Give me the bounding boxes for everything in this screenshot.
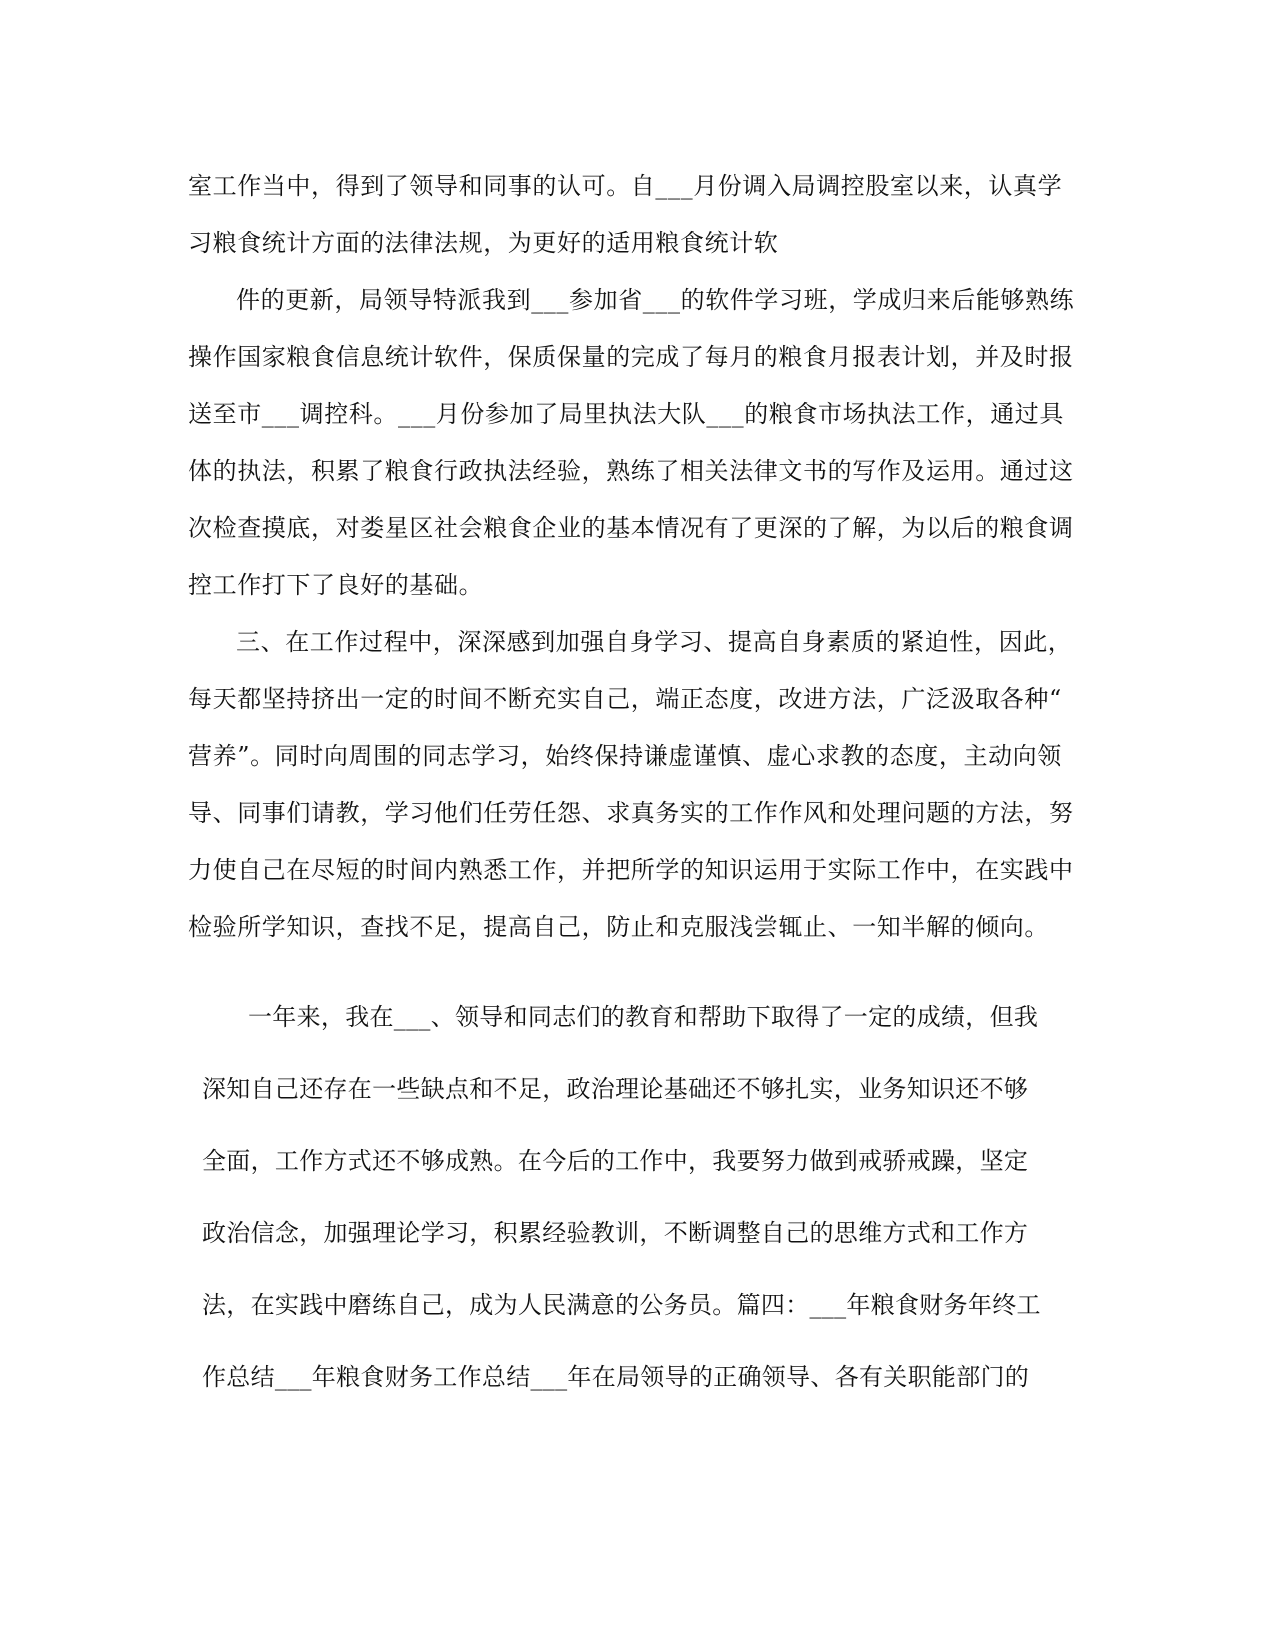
text-line: 控工作打下了良好的基础。 bbox=[188, 571, 484, 599]
text-line: 全面，工作方式还不够成熟。在今后的工作中，我要努力做到戒骄戒躁，坚定 bbox=[202, 1147, 1029, 1175]
text-line: 件的更新，局领导特派我到___参加省___的软件学习班，学成归来后能够熟练 bbox=[236, 286, 1075, 314]
text-line: 导、同事们请教，学习他们任劳任怨、求真务实的工作作风和处理问题的方法，努 bbox=[188, 799, 1074, 827]
text-line: 一年来，我在___、领导和同志们的教育和帮助下取得了一定的成绩，但我 bbox=[248, 1003, 1039, 1031]
text-line: 操作国家粮食信息统计软件，保质保量的完成了每月的粮食月报表计划，并及时报 bbox=[188, 343, 1074, 371]
text-line: 三、在工作过程中，深深感到加强自身学习、提高自身素质的紧迫性，因此， bbox=[236, 628, 1073, 656]
text-line: 政治信念，加强理论学习，积累经验教训，不断调整自己的思维方式和工作方 bbox=[202, 1219, 1029, 1247]
text-line: 体的执法，积累了粮食行政执法经验，熟练了相关法律文书的写作及运用。通过这 bbox=[188, 457, 1074, 485]
text-line: 深知自己还存在一些缺点和不足，政治理论基础还不够扎实，业务知识还不够 bbox=[202, 1075, 1029, 1103]
text-line: 次检查摸底，对娄星区社会粮食企业的基本情况有了更深的了解，为以后的粮食调 bbox=[188, 514, 1074, 542]
text-line: 检验所学知识，查找不足，提高自己，防止和克服浅尝辄止、一知半解的倾向。 bbox=[188, 913, 1049, 941]
text-line: 送至市___调控科。___月份参加了局里执法大队___的粮食市场执法工作，通过具 bbox=[188, 400, 1064, 428]
text-line: 室工作当中，得到了领导和同事的认可。自___月份调入局调控股室以来，认真学 bbox=[188, 172, 1063, 200]
text-line: 营养”。同时向周围的同志学习，始终保持谦虚谨慎、虚心求教的态度，主动向领 bbox=[188, 742, 1062, 770]
text-line: 作总结___年粮食财务工作总结___年在局领导的正确领导、各有关职能部门的 bbox=[202, 1363, 1030, 1391]
text-line: 法，在实践中磨练自己，成为人民满意的公务员。篇四：___年粮食财务年终工 bbox=[202, 1291, 1041, 1319]
text-line: 力使自己在尽短的时间内熟悉工作，并把所学的知识运用于实际工作中，在实践中 bbox=[188, 856, 1074, 884]
text-line: 习粮食统计方面的法律法规，为更好的适用粮食统计软 bbox=[188, 229, 779, 257]
text-line: 每天都坚持挤出一定的时间不断充实自己，端正态度，改进方法，广泛汲取各种“ bbox=[188, 685, 1062, 713]
